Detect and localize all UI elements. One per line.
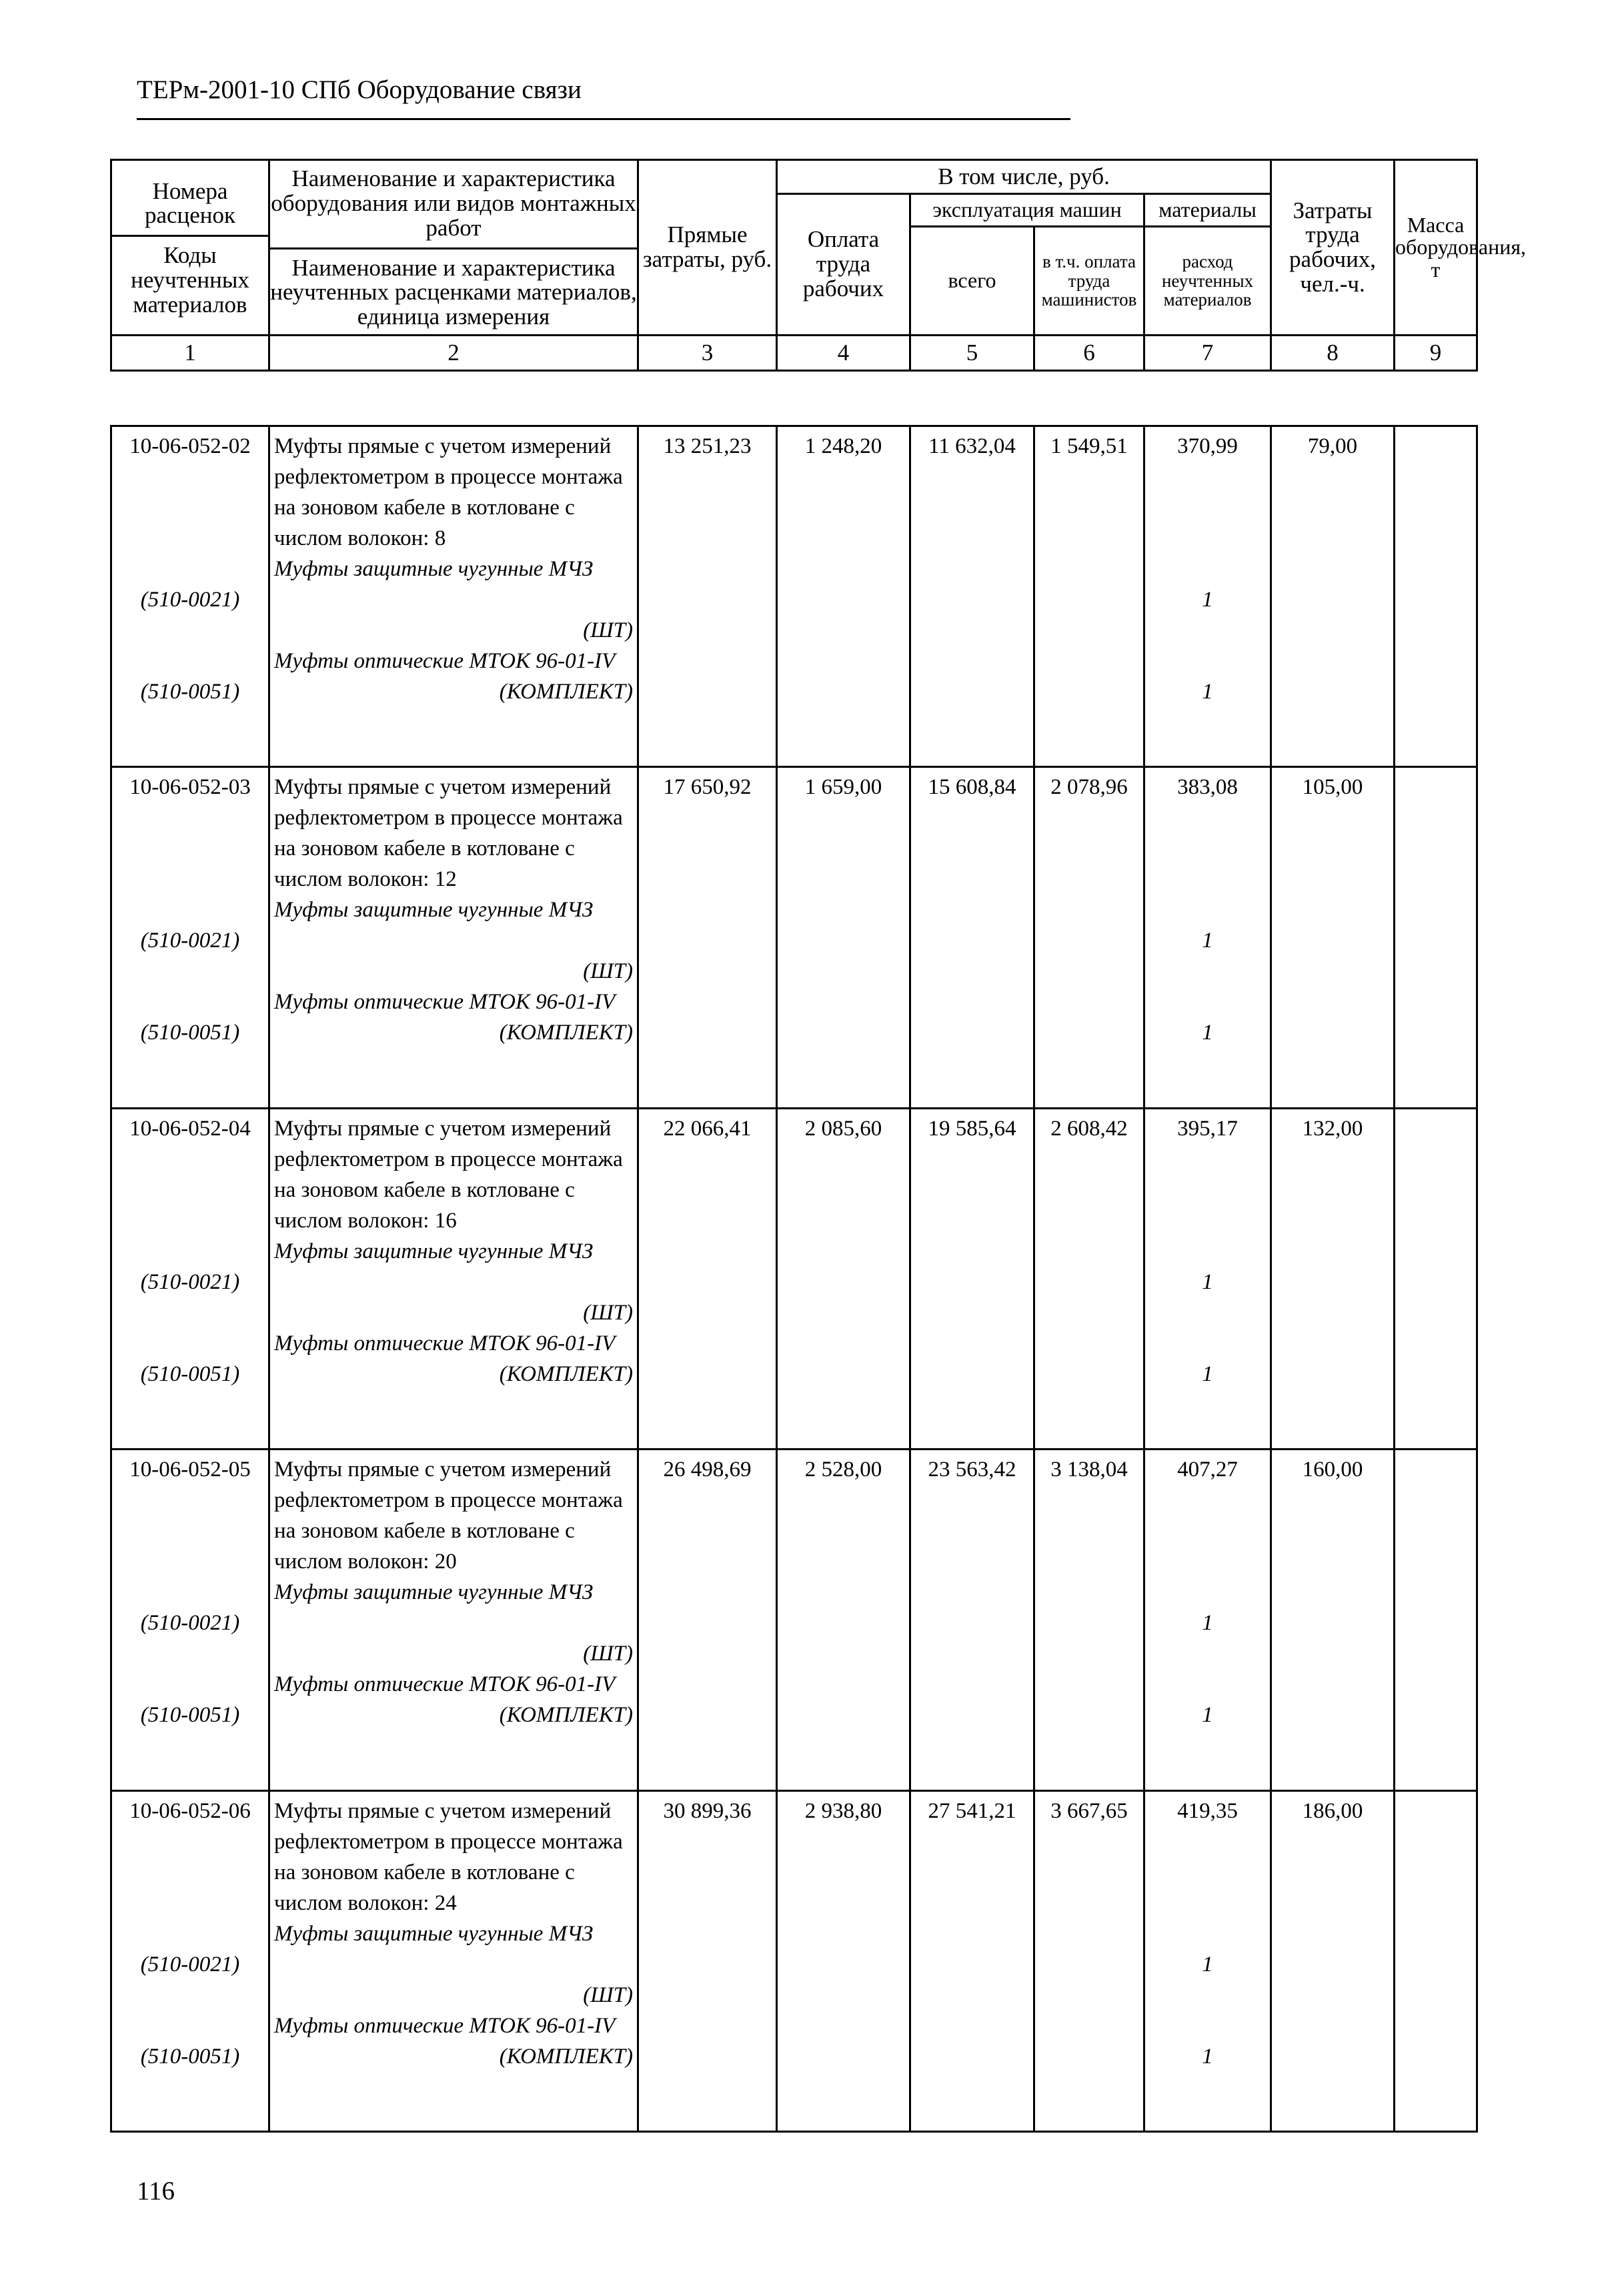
material-unit: (ШТ) [583, 618, 633, 642]
material-code: (510-0051) [140, 1361, 240, 1386]
rate-description: Муфты прямые с учетом измерений рефлектометром в процессе монтажа на зоновом кабеле в котловане с числом волокон: 24 [274, 1798, 623, 1915]
equipment-mass-value [1395, 767, 1477, 1108]
material-qty: 1 [1202, 1703, 1213, 1728]
page-number: 116 [137, 2177, 175, 2205]
material-qty: 1 [1202, 2044, 1213, 2069]
material-unit: (ШТ) [583, 1982, 633, 2007]
rate-description: Муфты прямые с учетом измерений рефлектометром в процессе монтажа на зоновом кабеле в котловане с числом волокон: 8 [274, 434, 623, 550]
material-name: Муфты защитные чугунные МЧЗ [274, 1921, 594, 1946]
header-col-number: 7 [1144, 336, 1271, 371]
header-col-number: 2 [269, 336, 638, 371]
rate-description-cell [269, 1450, 638, 1790]
direct-costs-value: 30 899,36 [638, 1790, 777, 2131]
header-col-number: 8 [1271, 336, 1395, 371]
material-code: (510-0021) [140, 1611, 240, 1636]
material-code: (510-0051) [140, 1021, 240, 1045]
material-unit: (ШТ) [583, 959, 633, 984]
rate-code: 10-06-052-06 [129, 1798, 251, 1823]
rate-description: Муфты прямые с учетом измерений рефлектометром в процессе монтажа на зоновом кабеле в котловане с числом волокон: 16 [274, 1116, 623, 1233]
machinist-pay-value: 2 078,96 [1034, 767, 1144, 1108]
material-name: Муфты защитные чугунные МЧЗ [274, 557, 594, 581]
material-qty: 1 [1202, 1021, 1213, 1045]
rate-code-cell [111, 426, 269, 767]
header-material-consumption: расход неучтенных материалов [1144, 227, 1271, 336]
worker-pay-value: 2 938,80 [777, 1790, 910, 2131]
machines-total-value: 27 541,21 [910, 1790, 1034, 2131]
table-row [111, 1790, 1477, 2131]
equipment-mass-value [1395, 1108, 1477, 1449]
materials-cell [1144, 767, 1271, 1108]
material-unit: (КОМПЛЕКТ) [499, 680, 633, 704]
table-header [110, 159, 1527, 372]
materials-cell [1144, 1108, 1271, 1449]
header-materials: материалы [1144, 194, 1271, 227]
material-qty: 1 [1202, 680, 1213, 704]
materials-value: 395,17 [1177, 1116, 1238, 1141]
rate-code-cell [111, 1108, 269, 1449]
header-including: В том числе, руб. [777, 160, 1271, 194]
equipment-mass-value [1395, 1790, 1477, 2131]
rate-description-cell [269, 1790, 638, 2131]
materials-cell [1144, 426, 1271, 767]
machinist-pay-value: 3 138,04 [1034, 1450, 1144, 1790]
direct-costs-value: 26 498,69 [638, 1450, 777, 1790]
material-name: Муфты оптические МТОК 96-01-IV [274, 2013, 616, 2038]
labor-hours-value: 132,00 [1271, 1108, 1395, 1449]
material-unit: (КОМПЛЕКТ) [499, 1703, 633, 1728]
worker-pay-value: 1 659,00 [777, 767, 910, 1108]
material-code: (510-0051) [140, 1703, 240, 1728]
header-work-name: Наименование и характеристика оборудования или видов монтажных работ [270, 163, 637, 249]
page-title: ТЕРм-2001-10 СПб Оборудование связи [137, 75, 582, 104]
material-qty: 1 [1202, 1361, 1213, 1386]
rate-code-cell [111, 1790, 269, 2131]
rates-table [110, 425, 1478, 2133]
header-material-codes: Коды неучтенных материалов [131, 242, 249, 318]
material-qty: 1 [1202, 1952, 1213, 1976]
rate-code: 10-06-052-02 [129, 434, 251, 458]
header-material-name: Наименование и характеристика неучтенных расценками материалов, единица измерения [270, 254, 637, 330]
direct-costs-value: 17 650,92 [638, 767, 777, 1108]
material-code: (510-0021) [140, 1269, 240, 1294]
material-unit: (КОМПЛЕКТ) [499, 2044, 633, 2069]
material-name: Муфты оптические МТОК 96-01-IV [274, 1331, 616, 1355]
material-name: Муфты защитные чугунные МЧЗ [274, 898, 594, 923]
rate-code-cell [111, 1450, 269, 1790]
header-machines-total: всего [910, 227, 1034, 336]
material-qty: 1 [1202, 929, 1213, 953]
material-qty: 1 [1202, 1611, 1213, 1636]
material-unit: (ШТ) [583, 1300, 633, 1325]
rate-code-cell [111, 767, 269, 1108]
labor-hours-value: 79,00 [1271, 426, 1395, 767]
materials-cell [1144, 1790, 1271, 2131]
material-qty: 1 [1202, 1269, 1213, 1294]
material-code: (510-0021) [140, 929, 240, 953]
table-row [111, 1108, 1477, 1449]
labor-hours-value: 105,00 [1271, 767, 1395, 1108]
header-col-number: 3 [638, 336, 777, 371]
header-machinist-pay: в т.ч. оплата труда машинистов [1034, 227, 1144, 336]
material-unit: (ШТ) [583, 1642, 633, 1666]
materials-value: 370,99 [1177, 434, 1238, 458]
equipment-mass-value [1395, 1450, 1477, 1790]
header-equipment-mass: Масса оборудования, т [1395, 160, 1477, 336]
worker-pay-value: 1 248,20 [777, 426, 910, 767]
rate-code: 10-06-052-04 [129, 1116, 251, 1141]
material-unit: (КОМПЛЕКТ) [499, 1021, 633, 1045]
worker-pay-value: 2 085,60 [777, 1108, 910, 1449]
direct-costs-value: 13 251,23 [638, 426, 777, 767]
material-unit: (КОМПЛЕКТ) [499, 1361, 633, 1386]
material-name: Муфты защитные чугунные МЧЗ [274, 1580, 594, 1605]
machinist-pay-value: 2 608,42 [1034, 1108, 1144, 1449]
machinist-pay-value: 1 549,51 [1034, 426, 1144, 767]
table-row [111, 1450, 1477, 1790]
rate-description-cell [269, 426, 638, 767]
material-name: Муфты защитные чугунные МЧЗ [274, 1239, 594, 1263]
material-code: (510-0021) [140, 588, 240, 612]
rate-description-cell [269, 767, 638, 1108]
header-direct-costs: Прямые затраты, руб. [638, 160, 777, 336]
material-code: (510-0051) [140, 2044, 240, 2069]
material-name: Муфты оптические МТОК 96-01-IV [274, 1672, 616, 1697]
header-col-number: 6 [1034, 336, 1144, 371]
material-name: Муфты оптические МТОК 96-01-IV [274, 990, 616, 1015]
machines-total-value: 23 563,42 [910, 1450, 1034, 1790]
materials-cell [1144, 1450, 1271, 1790]
title-rule [137, 118, 1070, 120]
material-name: Муфты оптические МТОК 96-01-IV [274, 649, 616, 673]
header-col-number: 1 [111, 336, 269, 371]
table-row [111, 426, 1477, 767]
header-machines: эксплуатация машин [910, 194, 1144, 227]
machinist-pay-value: 3 667,65 [1034, 1790, 1144, 2131]
materials-value: 407,27 [1177, 1458, 1238, 1482]
material-qty: 1 [1202, 588, 1213, 612]
rate-description: Муфты прямые с учетом измерений рефлектометром в процессе монтажа на зоновом кабеле в котловане с числом волокон: 12 [274, 775, 623, 892]
rate-description: Муфты прямые с учетом измерений рефлектометром в процессе монтажа на зоновом кабеле в котловане с числом волокон: 20 [274, 1458, 623, 1574]
header-worker-pay: Оплата труда рабочих [777, 194, 910, 336]
equipment-mass-value [1395, 426, 1477, 767]
material-code: (510-0021) [140, 1952, 240, 1976]
machines-total-value: 19 585,64 [910, 1108, 1034, 1449]
rate-code: 10-06-052-05 [129, 1458, 251, 1482]
materials-value: 383,08 [1177, 775, 1238, 800]
header-rate-numbers: Номера расценок [112, 175, 268, 237]
header-col-number: 9 [1395, 336, 1477, 371]
machines-total-value: 11 632,04 [910, 426, 1034, 767]
labor-hours-value: 160,00 [1271, 1450, 1395, 1790]
header-col-number: 5 [910, 336, 1034, 371]
direct-costs-value: 22 066,41 [638, 1108, 777, 1449]
material-code: (510-0051) [140, 680, 240, 704]
header-labor-hours: Затраты труда рабочих, чел.-ч. [1271, 160, 1395, 336]
worker-pay-value: 2 528,00 [777, 1450, 910, 1790]
machines-total-value: 15 608,84 [910, 767, 1034, 1108]
rate-description-cell [269, 1108, 638, 1449]
table-row [111, 767, 1477, 1108]
rate-code: 10-06-052-03 [129, 775, 251, 800]
labor-hours-value: 186,00 [1271, 1790, 1395, 2131]
header-col-number: 4 [777, 336, 910, 371]
materials-value: 419,35 [1177, 1798, 1238, 1823]
